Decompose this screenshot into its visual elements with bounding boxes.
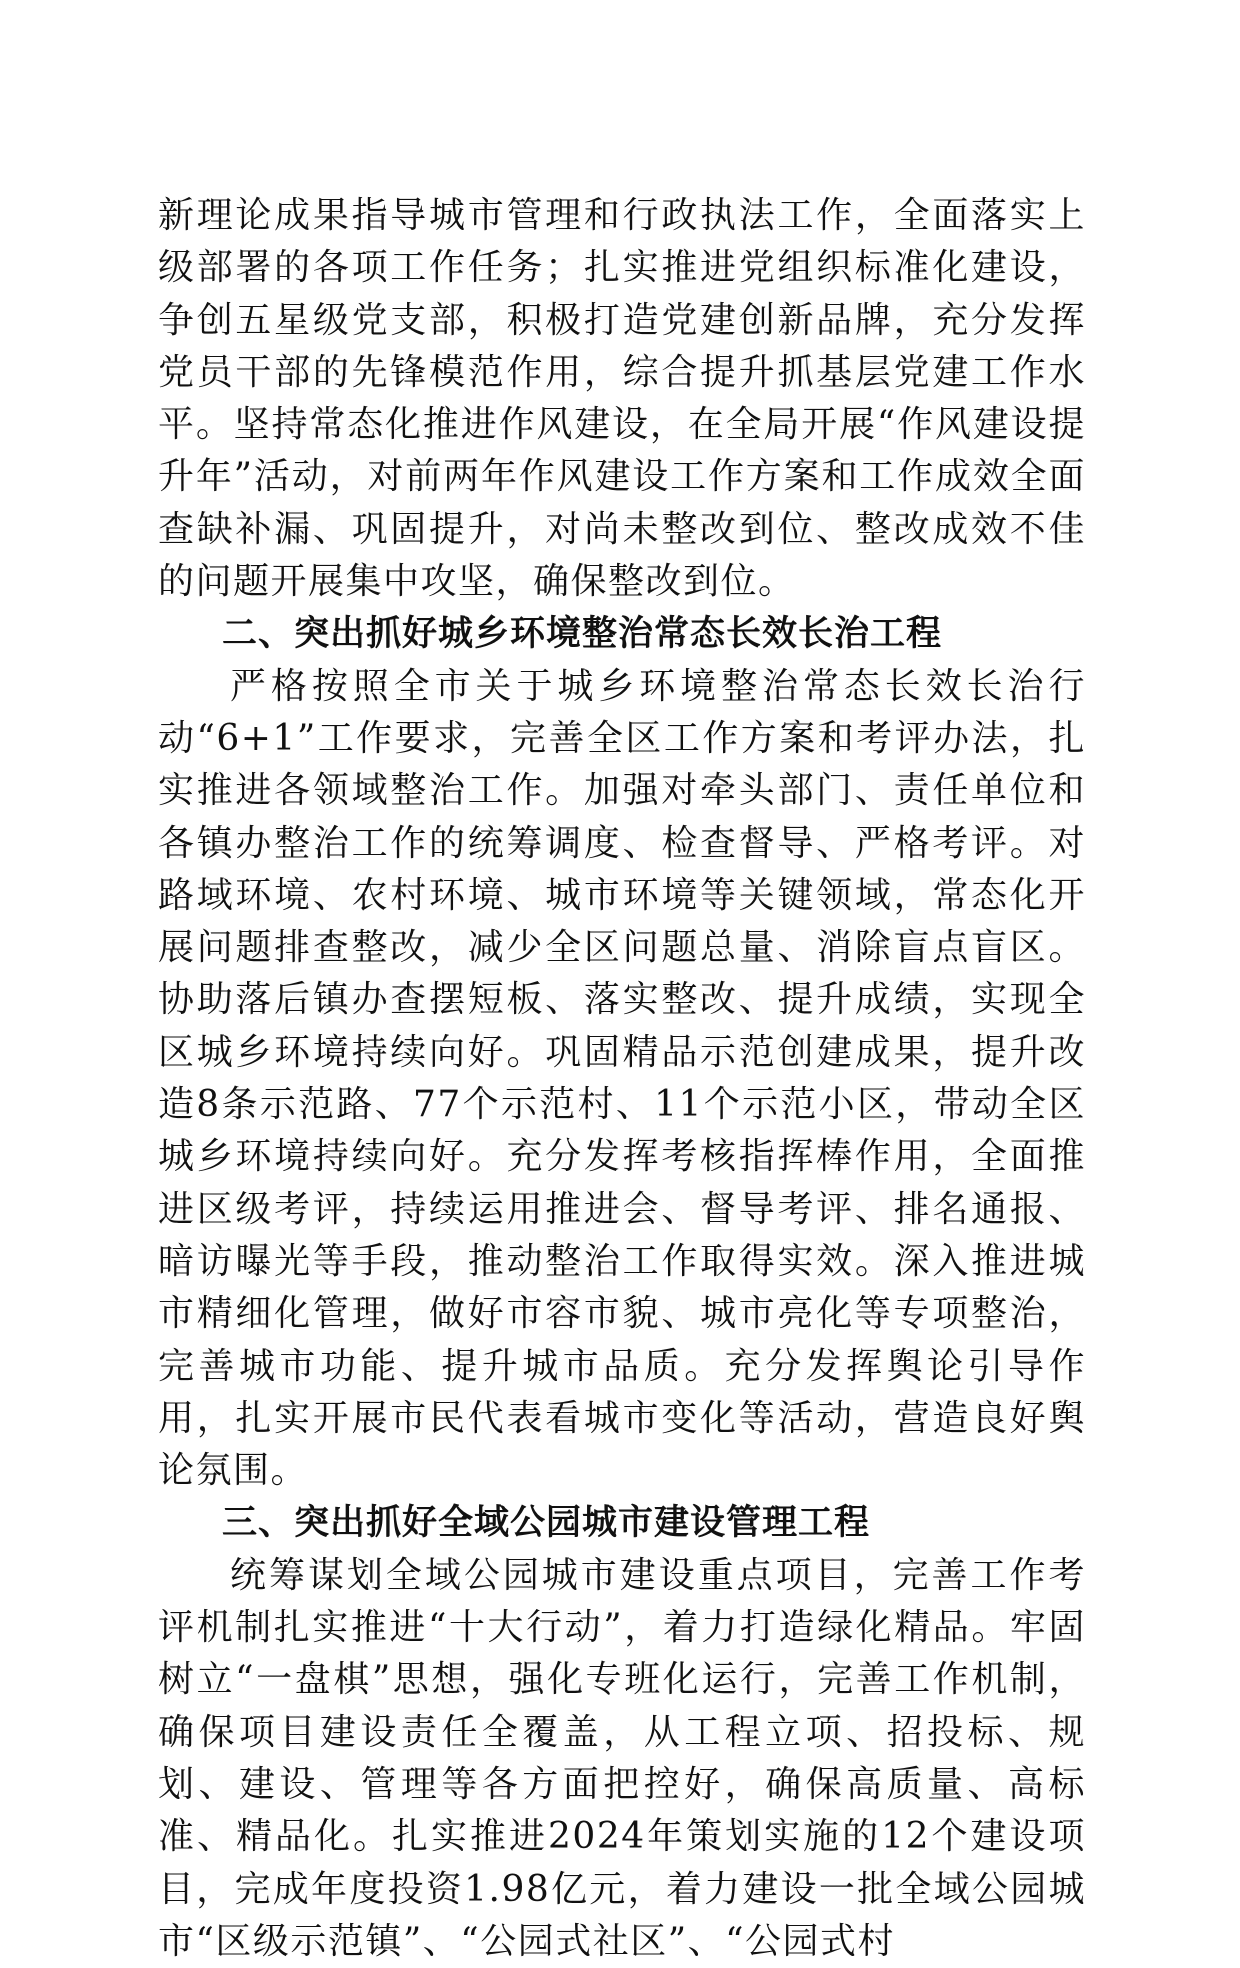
section-heading-3: 三、突出抓好全域公园城市建设管理工程 (222, 1503, 871, 1544)
paragraph-party-building: 新理论成果指导城市管理和行政执法工作，全面落实上级部署的各项工作任务；扎实推进党组织标准化建设，争创五星级党支部，积极打造党建创新品牌，充分发挥党员干部的先锋模范作用，综合提升抓基层党建工作水平。坚持常态化推进作风建设，在全局开展“作风建设提升年”活动，对前两年作风建设工作方案和工作成效全面查缺补漏、巩固提升，对尚未整改到位、整改成效不佳的问题开展集中攻坚，确保整改到位。 (158, 195, 1086, 603)
document-body (158, 190, 1086, 1968)
section-heading-2: 二、突出抓好城乡环境整治常态长效长治工程 (222, 614, 943, 655)
paragraph-park-city: 统筹谋划全域公园城市建设重点项目，完善工作考评机制扎实推进“十大行动”，着力打造绿化精品。牢固树立“一盘棋”思想，强化专班化运行，完善工作机制，确保项目建设责任全覆盖，从工程立项、招投标、规划、建设、管理等各方面把控好，确保高质量、高标准、精品化。扎实推进2024年策划实施的12个建设项目，完成年度投资1.98亿元，着力建设一批全域公园城市“区级示范镇”、“公园式社区”、“公园式村 (158, 1554, 1086, 1962)
paragraph-environment: 严格按照全市关于城乡环境整治常态长效长治行动“6+1”工作要求，完善全区工作方案和考评办法，扎实推进各领域整治工作。加强对牵头部门、责任单位和各镇办整治工作的统筹调度、检查督导、严格考评。对路域环境、农村环境、城市环境等关键领域，常态化开展问题排查整改，减少全区问题总量、消除盲点盲区。协助落后镇办查摆短板、落实整改、提升成绩，实现全区城乡环境持续向好。巩固精品示范创建成果，提升改造8条示范路、77个示范村、11个示范小区，带动全区城乡环境持续向好。充分发挥考核指挥棒作用，全面推进区级考评，持续运用推进会、督导考评、排名通报、暗访曝光等手段，推动整治工作取得实效。深入推进城市精细化管理，做好市容市貌、城市亮化等专项整治，完善城市功能、提升城市品质。充分发挥舆论引导作用，扎实开展市民代表看城市变化等活动，营造良好舆论氛围。 (158, 665, 1086, 1492)
